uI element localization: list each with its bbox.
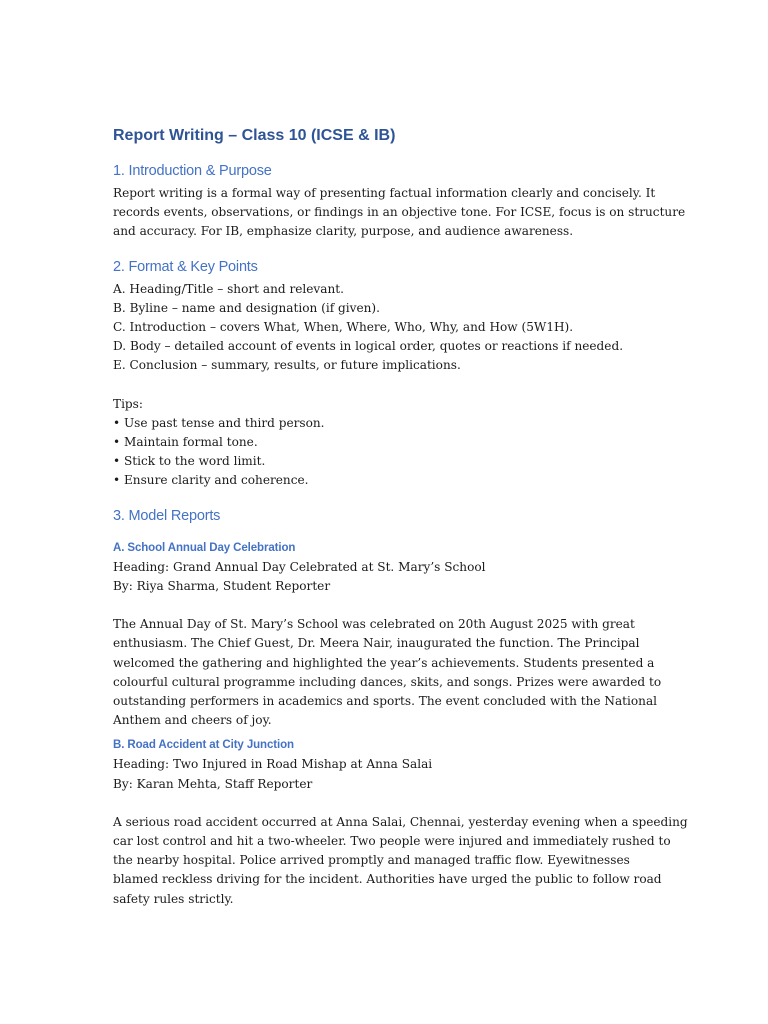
intro-line-1: Report writing is a formal way of presenting factual information clearly and concisely. It xyxy=(113,186,656,200)
report-a-body-line-6: Anthem and cheers of joy. xyxy=(113,713,272,728)
report-a-body-line-3: welcomed the gathering and highlighted the year’s achievements. Students presented a xyxy=(113,655,655,670)
section-heading-introduction: 1. Introduction & Purpose xyxy=(113,163,272,179)
tip-item-3: • Stick to the word limit. xyxy=(113,454,266,469)
report-a-body-line-4: colourful cultural programme including dances, skits, and songs. Prizes were awarded to xyxy=(113,674,662,689)
report-b-heading-line: Heading: Two Injured in Road Mishap at Anna Salai xyxy=(113,757,433,772)
report-b-byline: By: Karan Mehta, Staff Reporter xyxy=(113,776,313,791)
report-a-byline: By: Riya Sharma, Student Reporter xyxy=(113,578,331,593)
report-b-subheading: B. Road Accident at City Junction xyxy=(113,739,294,752)
report-b-body-line-5: safety rules strictly. xyxy=(113,891,234,906)
format-point-c: C. Introduction – covers What, When, Where, Who, Why, and How (5W1H). xyxy=(113,319,574,334)
format-point-b: B. Byline – name and designation (if given). xyxy=(113,300,380,315)
report-a-body-line-5: outstanding performers in academics and sports. The event concluded with the National xyxy=(113,693,658,708)
tip-item-1: • Use past tense and third person. xyxy=(113,415,325,430)
report-b-body-line-3: the nearby hospital. Police arrived promptly and managed traffic flow. Eyewitnesses xyxy=(113,853,630,868)
report-a-body-line-2: enthusiasm. The Chief Guest, Dr. Meera Nair, inaugurated the function. The Principal xyxy=(113,636,640,651)
tips-label: Tips: xyxy=(113,396,143,411)
section-heading-format: 2. Format & Key Points xyxy=(113,258,258,275)
intro-line-3: and accuracy. For IB, emphasize clarity, purpose, and audience awareness. xyxy=(113,224,574,239)
tip-item-4: • Ensure clarity and coherence. xyxy=(113,473,309,488)
document-page xyxy=(113,125,688,909)
report-b-body-line-2: car lost control and hit a two-wheeler. Two people were injured and immediately rushed to xyxy=(113,834,671,849)
report-a-heading-line: Heading: Grand Annual Day Celebrated at St. Mary’s School xyxy=(113,559,486,574)
format-point-e: E. Conclusion – summary, results, or future implications. xyxy=(113,358,461,373)
intro-line-2: records events, observations, or findings in an objective tone. For ICSE, focus is on structure xyxy=(113,205,686,220)
report-b-body-line-1: A serious road accident occurred at Anna Salai, Chennai, yesterday evening when a speeding xyxy=(113,814,688,829)
section-heading-model-reports: 3. Model Reports xyxy=(113,507,221,524)
report-a-subheading: A. School Annual Day Celebration xyxy=(113,541,296,554)
format-point-d: D. Body – detailed account of events in logical order, quotes or reactions if needed. xyxy=(113,339,624,354)
report-a-body-line-1: The Annual Day of St. Mary’s School was celebrated on 20th August 2025 with great xyxy=(113,617,635,632)
report-b-body-line-4: blamed reckless driving for the incident. Authorities have urged the public to follow road xyxy=(113,872,662,887)
tip-item-2: • Maintain formal tone. xyxy=(113,435,258,450)
format-point-a: A. Heading/Title – short and relevant. xyxy=(113,281,344,296)
document-title: Report Writing – Class 10 (ICSE & IB) xyxy=(113,127,396,144)
